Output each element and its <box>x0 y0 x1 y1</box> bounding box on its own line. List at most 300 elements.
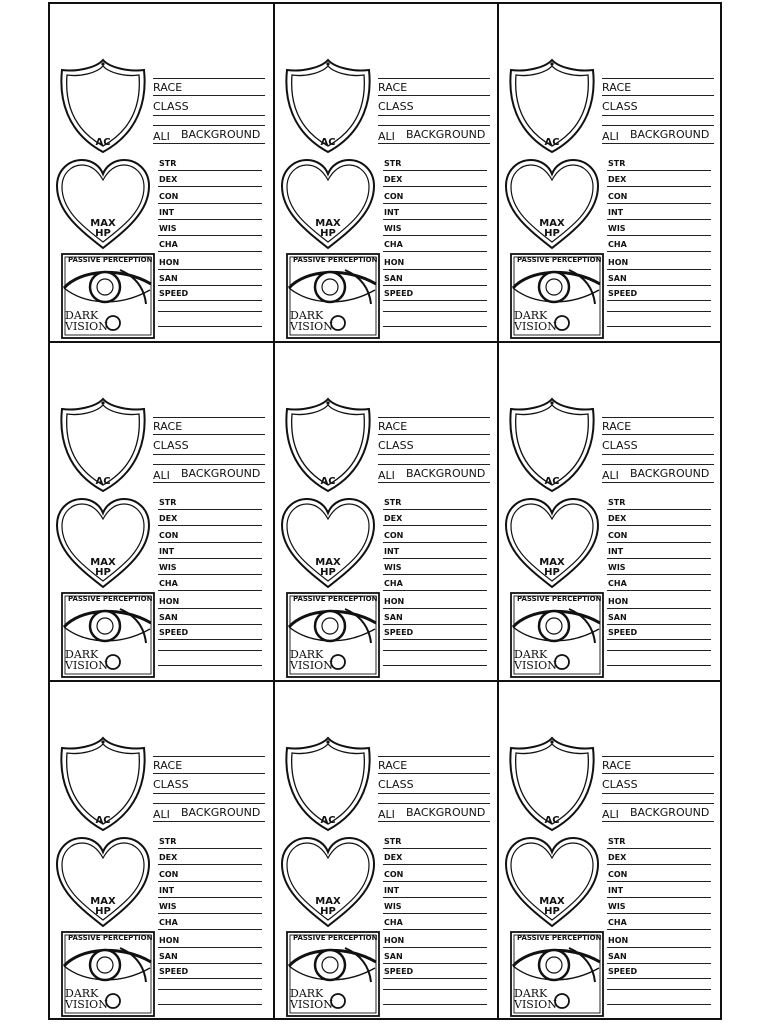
class-label: CLASS <box>602 439 638 452</box>
background-field[interactable] <box>378 821 490 822</box>
stat-label-speed: SPEED <box>608 967 638 976</box>
stat-field-cha[interactable] <box>607 251 711 252</box>
stat-label-str: STR <box>608 159 626 168</box>
dark-vision-label-dark: DARK <box>65 309 99 322</box>
background-field[interactable] <box>153 821 265 822</box>
max-hp-label-hp: HP <box>544 906 560 917</box>
stat-label-int: INT <box>608 547 624 556</box>
stat-label-str: STR <box>159 159 177 168</box>
max-hp-label-max: MAX <box>90 218 116 229</box>
stat-field-con[interactable] <box>383 542 487 543</box>
race-line[interactable] <box>602 78 714 79</box>
max-hp-label-max: MAX <box>315 218 341 229</box>
stat-label-speed: SPEED <box>159 628 189 637</box>
class-label: CLASS <box>378 778 414 791</box>
ali-top-line[interactable] <box>602 803 714 804</box>
stat-field-str[interactable] <box>607 848 711 849</box>
passive-perception-label: PASSIVE PERCEPTION <box>68 256 153 264</box>
race-line[interactable] <box>602 756 714 757</box>
stat-label-cha: CHA <box>384 240 403 249</box>
stat-label-str: STR <box>384 837 402 846</box>
stat-field-san[interactable] <box>607 963 711 964</box>
stat-field-san[interactable] <box>607 285 711 286</box>
stat-label-int: INT <box>159 547 175 556</box>
stat-field-str[interactable] <box>383 848 487 849</box>
race-field[interactable] <box>602 434 714 435</box>
stat-field-cha[interactable] <box>607 590 711 591</box>
stat-field-dex[interactable] <box>607 525 711 526</box>
race-label: RACE <box>153 420 183 433</box>
stat-label-san: SAN <box>608 952 627 961</box>
stat-field-wis[interactable] <box>383 913 487 914</box>
stat-label-con: CON <box>159 531 179 540</box>
stat-label-hon: HON <box>608 597 629 606</box>
stat-label-wis: WIS <box>384 563 402 572</box>
ac-label: AC <box>95 476 111 487</box>
background-field[interactable] <box>602 143 714 144</box>
stat-field-dex[interactable] <box>607 186 711 187</box>
stat-label-san: SAN <box>159 952 178 961</box>
stat-field-cha[interactable] <box>383 590 487 591</box>
race-line[interactable] <box>602 417 714 418</box>
race-line[interactable] <box>378 417 490 418</box>
max-hp-label-hp: HP <box>320 906 336 917</box>
stat-field-hon[interactable] <box>607 947 711 948</box>
extra-field-1[interactable] <box>383 989 487 990</box>
stat-label-wis: WIS <box>384 224 402 233</box>
stat-field-hon[interactable] <box>383 608 487 609</box>
stat-field-san[interactable] <box>383 624 487 625</box>
background-label: BACKGROUND <box>406 467 486 480</box>
extra-field-2[interactable] <box>607 1004 711 1005</box>
extra-field-2[interactable] <box>158 326 262 327</box>
stat-field-speed[interactable] <box>383 639 487 640</box>
background-label: BACKGROUND <box>630 806 710 819</box>
stat-label-speed: SPEED <box>384 628 414 637</box>
stat-field-dex[interactable] <box>383 525 487 526</box>
stat-label-dex: DEX <box>608 175 627 184</box>
stat-field-dex[interactable] <box>158 525 262 526</box>
ac-label: AC <box>320 815 336 826</box>
stat-field-str[interactable] <box>383 170 487 171</box>
dark-vision-label-vision: VISION <box>514 998 557 1011</box>
ali-label: ALI <box>602 469 619 482</box>
race-label: RACE <box>378 759 408 772</box>
stat-field-con[interactable] <box>158 542 262 543</box>
dark-vision-label-dark: DARK <box>514 309 548 322</box>
max-hp-label-max: MAX <box>90 557 116 568</box>
stat-field-int[interactable] <box>158 558 262 559</box>
stat-field-speed[interactable] <box>607 639 711 640</box>
dark-vision-label-dark: DARK <box>514 648 548 661</box>
dark-vision-label-vision: VISION <box>65 320 108 333</box>
stat-field-str[interactable] <box>607 170 711 171</box>
stat-field-dex[interactable] <box>383 186 487 187</box>
max-hp-label-max: MAX <box>539 896 565 907</box>
stat-label-san: SAN <box>608 613 627 622</box>
passive-perception-label: PASSIVE PERCEPTION <box>293 595 378 603</box>
stat-field-str[interactable] <box>383 509 487 510</box>
stat-field-wis[interactable] <box>383 574 487 575</box>
race-field[interactable] <box>153 95 265 96</box>
extra-field-1[interactable] <box>607 650 711 651</box>
stat-label-str: STR <box>159 837 177 846</box>
max-hp-label-max: MAX <box>315 557 341 568</box>
dark-vision-label-vision: VISION <box>290 659 333 672</box>
stat-field-wis[interactable] <box>383 235 487 236</box>
ali-top-line[interactable] <box>602 464 714 465</box>
stat-label-cha: CHA <box>159 240 178 249</box>
stat-field-cha[interactable] <box>383 251 487 252</box>
stat-field-int[interactable] <box>383 897 487 898</box>
character-card <box>50 343 275 682</box>
stat-label-con: CON <box>384 531 404 540</box>
dark-vision-label-dark: DARK <box>65 648 99 661</box>
background-field[interactable] <box>153 482 265 483</box>
character-card <box>275 682 499 1018</box>
stat-label-hon: HON <box>159 936 180 945</box>
stat-field-dex[interactable] <box>158 186 262 187</box>
background-label: BACKGROUND <box>181 128 261 141</box>
race-line[interactable] <box>153 417 265 418</box>
stat-field-int[interactable] <box>158 219 262 220</box>
stat-field-wis[interactable] <box>607 574 711 575</box>
stat-field-speed[interactable] <box>607 300 711 301</box>
background-label: BACKGROUND <box>630 128 710 141</box>
card-icons <box>499 682 609 1018</box>
stat-label-int: INT <box>608 886 624 895</box>
race-field[interactable] <box>378 773 490 774</box>
class-label: CLASS <box>602 100 638 113</box>
stat-field-speed[interactable] <box>158 978 262 979</box>
race-field[interactable] <box>378 95 490 96</box>
dark-vision-label-dark: DARK <box>290 648 324 661</box>
class-field[interactable] <box>153 454 265 455</box>
stat-label-cha: CHA <box>384 918 403 927</box>
max-hp-label-hp: HP <box>95 567 111 578</box>
stat-field-con[interactable] <box>607 203 711 204</box>
class-field[interactable] <box>378 454 490 455</box>
dark-vision-label-dark: DARK <box>514 987 548 1000</box>
stat-field-san[interactable] <box>383 963 487 964</box>
class-label: CLASS <box>153 778 189 791</box>
card-icons <box>50 4 160 343</box>
race-line[interactable] <box>153 78 265 79</box>
stat-label-int: INT <box>384 886 400 895</box>
ali-label: ALI <box>378 130 395 143</box>
class-label: CLASS <box>153 439 189 452</box>
background-label: BACKGROUND <box>406 806 486 819</box>
extra-field-1[interactable] <box>158 989 262 990</box>
stat-field-wis[interactable] <box>158 913 262 914</box>
card-icons <box>50 682 160 1018</box>
max-hp-label-hp: HP <box>320 228 336 239</box>
background-field[interactable] <box>378 482 490 483</box>
extra-field-1[interactable] <box>383 650 487 651</box>
class-label: CLASS <box>378 100 414 113</box>
stat-field-hon[interactable] <box>158 947 262 948</box>
stat-field-wis[interactable] <box>607 235 711 236</box>
stat-field-wis[interactable] <box>158 574 262 575</box>
stat-label-hon: HON <box>384 258 405 267</box>
stat-field-hon[interactable] <box>607 269 711 270</box>
stat-field-int[interactable] <box>607 219 711 220</box>
ali-top-line[interactable] <box>153 464 265 465</box>
ali-label: ALI <box>378 808 395 821</box>
max-hp-label-hp: HP <box>320 567 336 578</box>
stat-field-wis[interactable] <box>158 235 262 236</box>
background-field[interactable] <box>602 821 714 822</box>
stat-label-str: STR <box>384 498 402 507</box>
extra-field-1[interactable] <box>383 311 487 312</box>
stat-field-str[interactable] <box>158 509 262 510</box>
stat-field-hon[interactable] <box>383 269 487 270</box>
stat-label-int: INT <box>608 208 624 217</box>
race-label: RACE <box>153 759 183 772</box>
stat-label-con: CON <box>159 192 179 201</box>
card-icons <box>275 343 385 682</box>
ali-top-line[interactable] <box>153 803 265 804</box>
stat-label-wis: WIS <box>608 902 626 911</box>
extra-field-2[interactable] <box>383 665 487 666</box>
card-icons <box>275 4 385 343</box>
stat-label-wis: WIS <box>159 563 177 572</box>
ac-label: AC <box>95 815 111 826</box>
race-label: RACE <box>602 759 632 772</box>
dark-vision-label-vision: VISION <box>290 998 333 1011</box>
stat-label-wis: WIS <box>608 224 626 233</box>
stat-label-san: SAN <box>608 274 627 283</box>
stat-field-str[interactable] <box>158 170 262 171</box>
stat-label-str: STR <box>608 498 626 507</box>
card-icons <box>499 343 609 682</box>
stat-field-con[interactable] <box>383 203 487 204</box>
ali-label: ALI <box>602 130 619 143</box>
character-card <box>50 682 275 1018</box>
ali-label: ALI <box>153 130 170 143</box>
extra-field-2[interactable] <box>383 326 487 327</box>
stat-label-speed: SPEED <box>384 967 414 976</box>
stat-label-san: SAN <box>159 613 178 622</box>
stat-label-dex: DEX <box>384 514 403 523</box>
extra-field-1[interactable] <box>158 650 262 651</box>
race-field[interactable] <box>153 434 265 435</box>
ac-label: AC <box>544 137 560 148</box>
race-field[interactable] <box>378 434 490 435</box>
stat-label-speed: SPEED <box>159 289 189 298</box>
dark-vision-label-dark: DARK <box>290 309 324 322</box>
class-field[interactable] <box>378 115 490 116</box>
stat-label-con: CON <box>608 192 628 201</box>
stat-field-san[interactable] <box>158 963 262 964</box>
stat-field-speed[interactable] <box>607 978 711 979</box>
stat-field-speed[interactable] <box>158 300 262 301</box>
ali-top-line[interactable] <box>378 803 490 804</box>
stat-label-dex: DEX <box>608 514 627 523</box>
stat-field-speed[interactable] <box>383 978 487 979</box>
race-field[interactable] <box>602 773 714 774</box>
stat-label-int: INT <box>384 208 400 217</box>
ac-label: AC <box>320 137 336 148</box>
max-hp-label-hp: HP <box>95 228 111 239</box>
ali-top-line[interactable] <box>378 464 490 465</box>
stat-label-dex: DEX <box>159 853 178 862</box>
background-field[interactable] <box>153 143 265 144</box>
ali-label: ALI <box>602 808 619 821</box>
extra-field-1[interactable] <box>607 311 711 312</box>
passive-perception-label: PASSIVE PERCEPTION <box>293 934 378 942</box>
race-label: RACE <box>378 420 408 433</box>
extra-field-2[interactable] <box>158 1004 262 1005</box>
stat-field-cha[interactable] <box>158 590 262 591</box>
stat-label-wis: WIS <box>159 224 177 233</box>
stat-field-int[interactable] <box>383 219 487 220</box>
stat-label-con: CON <box>608 870 628 879</box>
passive-perception-label: PASSIVE PERCEPTION <box>68 934 153 942</box>
stat-field-dex[interactable] <box>607 864 711 865</box>
ali-top-line[interactable] <box>153 125 265 126</box>
stat-label-cha: CHA <box>159 579 178 588</box>
stat-field-hon[interactable] <box>158 608 262 609</box>
dark-vision-label-vision: VISION <box>514 320 557 333</box>
dark-vision-label-vision: VISION <box>514 659 557 672</box>
stat-field-int[interactable] <box>607 897 711 898</box>
stat-label-speed: SPEED <box>608 628 638 637</box>
stat-label-san: SAN <box>384 274 403 283</box>
ac-label: AC <box>95 137 111 148</box>
max-hp-label-hp: HP <box>544 567 560 578</box>
background-label: BACKGROUND <box>406 128 486 141</box>
stat-field-con[interactable] <box>158 881 262 882</box>
stat-label-speed: SPEED <box>159 967 189 976</box>
background-field[interactable] <box>602 482 714 483</box>
race-line[interactable] <box>378 78 490 79</box>
stat-label-dex: DEX <box>159 514 178 523</box>
max-hp-label-hp: HP <box>95 906 111 917</box>
stat-field-con[interactable] <box>158 203 262 204</box>
stat-label-cha: CHA <box>608 918 627 927</box>
stat-label-int: INT <box>159 208 175 217</box>
stat-field-wis[interactable] <box>607 913 711 914</box>
passive-perception-label: PASSIVE PERCEPTION <box>517 256 602 264</box>
class-field[interactable] <box>153 115 265 116</box>
max-hp-label-max: MAX <box>315 896 341 907</box>
extra-field-2[interactable] <box>607 326 711 327</box>
ac-label: AC <box>544 476 560 487</box>
max-hp-label-max: MAX <box>90 896 116 907</box>
stat-label-hon: HON <box>384 936 405 945</box>
race-line[interactable] <box>378 756 490 757</box>
class-field[interactable] <box>153 793 265 794</box>
passive-perception-label: PASSIVE PERCEPTION <box>517 595 602 603</box>
dark-vision-label-dark: DARK <box>65 987 99 1000</box>
ac-label: AC <box>320 476 336 487</box>
stat-field-cha[interactable] <box>607 929 711 930</box>
stat-field-con[interactable] <box>607 542 711 543</box>
stat-label-wis: WIS <box>608 563 626 572</box>
stat-label-wis: WIS <box>384 902 402 911</box>
stat-label-dex: DEX <box>159 175 178 184</box>
stat-field-int[interactable] <box>383 558 487 559</box>
class-field[interactable] <box>602 115 714 116</box>
card-icons <box>275 682 385 1018</box>
background-label: BACKGROUND <box>181 806 261 819</box>
race-line[interactable] <box>153 756 265 757</box>
dark-vision-label-vision: VISION <box>65 659 108 672</box>
stat-label-speed: SPEED <box>384 289 414 298</box>
stat-label-hon: HON <box>608 936 629 945</box>
class-label: CLASS <box>378 439 414 452</box>
stat-label-con: CON <box>159 870 179 879</box>
stat-field-dex[interactable] <box>383 864 487 865</box>
stat-field-con[interactable] <box>383 881 487 882</box>
stat-field-san[interactable] <box>607 624 711 625</box>
dark-vision-label-dark: DARK <box>290 987 324 1000</box>
ali-top-line[interactable] <box>378 125 490 126</box>
card-icons <box>499 4 609 343</box>
stat-label-dex: DEX <box>384 853 403 862</box>
stat-field-san[interactable] <box>158 285 262 286</box>
character-card <box>275 4 499 343</box>
stat-field-speed[interactable] <box>383 300 487 301</box>
stat-label-hon: HON <box>384 597 405 606</box>
class-field[interactable] <box>602 454 714 455</box>
stat-label-san: SAN <box>384 952 403 961</box>
class-label: CLASS <box>602 778 638 791</box>
race-field[interactable] <box>602 95 714 96</box>
ali-label: ALI <box>153 469 170 482</box>
stat-label-con: CON <box>384 870 404 879</box>
stat-field-hon[interactable] <box>607 608 711 609</box>
max-hp-label-max: MAX <box>539 557 565 568</box>
ali-top-line[interactable] <box>602 125 714 126</box>
stat-field-hon[interactable] <box>158 269 262 270</box>
stat-field-dex[interactable] <box>158 864 262 865</box>
stat-field-int[interactable] <box>607 558 711 559</box>
class-field[interactable] <box>602 793 714 794</box>
stat-field-str[interactable] <box>607 509 711 510</box>
dark-vision-label-vision: VISION <box>290 320 333 333</box>
stat-field-str[interactable] <box>158 848 262 849</box>
extra-field-2[interactable] <box>607 665 711 666</box>
stat-label-str: STR <box>159 498 177 507</box>
stat-field-hon[interactable] <box>383 947 487 948</box>
stat-field-cha[interactable] <box>158 929 262 930</box>
stat-field-con[interactable] <box>607 881 711 882</box>
character-card <box>499 4 720 343</box>
extra-field-2[interactable] <box>383 1004 487 1005</box>
stat-field-cha[interactable] <box>158 251 262 252</box>
race-field[interactable] <box>153 773 265 774</box>
race-label: RACE <box>153 81 183 94</box>
stat-label-san: SAN <box>384 613 403 622</box>
stat-label-cha: CHA <box>608 240 627 249</box>
class-field[interactable] <box>378 793 490 794</box>
background-field[interactable] <box>378 143 490 144</box>
stat-label-con: CON <box>608 531 628 540</box>
stat-label-wis: WIS <box>159 902 177 911</box>
stat-field-san[interactable] <box>383 285 487 286</box>
stat-field-int[interactable] <box>158 897 262 898</box>
extra-field-1[interactable] <box>607 989 711 990</box>
stat-field-speed[interactable] <box>158 639 262 640</box>
stat-label-str: STR <box>608 837 626 846</box>
stat-field-cha[interactable] <box>383 929 487 930</box>
extra-field-2[interactable] <box>158 665 262 666</box>
extra-field-1[interactable] <box>158 311 262 312</box>
ali-label: ALI <box>153 808 170 821</box>
stat-field-san[interactable] <box>158 624 262 625</box>
